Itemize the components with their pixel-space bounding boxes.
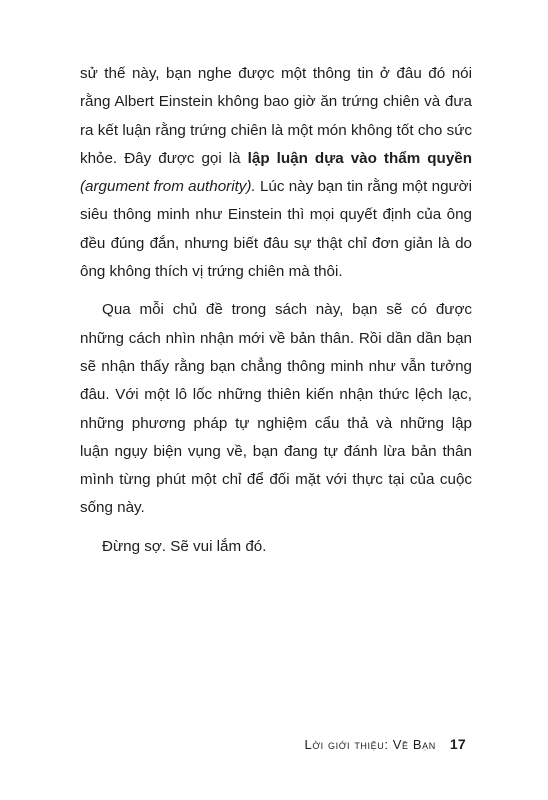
paragraph-dont-be-afraid: Đừng sợ. Sẽ vui lắm đó. [102,537,267,555]
paragraph-text: sử thế này, bạn nghe được một thông tin ở đâu đó nói rằng Albert Einstein không bao giờ ăn trứng chiên và đưa ra kết luận rằng trứng chiên là một món không tốt cho sức khỏe. Đây được gọi là [80,65,472,167]
paragraph-new-perspectives: Qua mỗi chủ đề trong sách này, bạn sẽ có được những cách nhìn nhận mới về bản thân. Rồi dần dần bạn sẽ nhận thấy rằng bạn chẳng thông minh như vẫn tưởng đâu. Với một lô lốc những thiên kiến nhận thức lệch lạc, những phương pháp tự nghiệm cẩu thả và những lập luận ngụy biện vụng về, bạn đang tự đánh lừa bản thân mình từng phút một chỉ để đối mặt với thực tại của cuộc sống này. [80,301,472,517]
page-number: 17 [449,736,466,752]
body-text [80,60,472,561]
page-footer [305,736,466,752]
paragraph-text: Lúc này bạn tin rằng một người siêu thông minh như Einstein thì mọi quyết định của ông đều đúng đắn, nhưng biết đâu sự thật chỉ đơn giản là do ông không thích vị trứng chiên mà thôi. [80,178,473,281]
italic-term: (argument from authority). [80,178,256,196]
paragraph-argument-from-authority [80,60,472,286]
bold-term: lập luận dựa vào thẩm quyền [247,149,472,167]
running-title: Lời giới thiệu: Về Bạn [304,737,436,752]
